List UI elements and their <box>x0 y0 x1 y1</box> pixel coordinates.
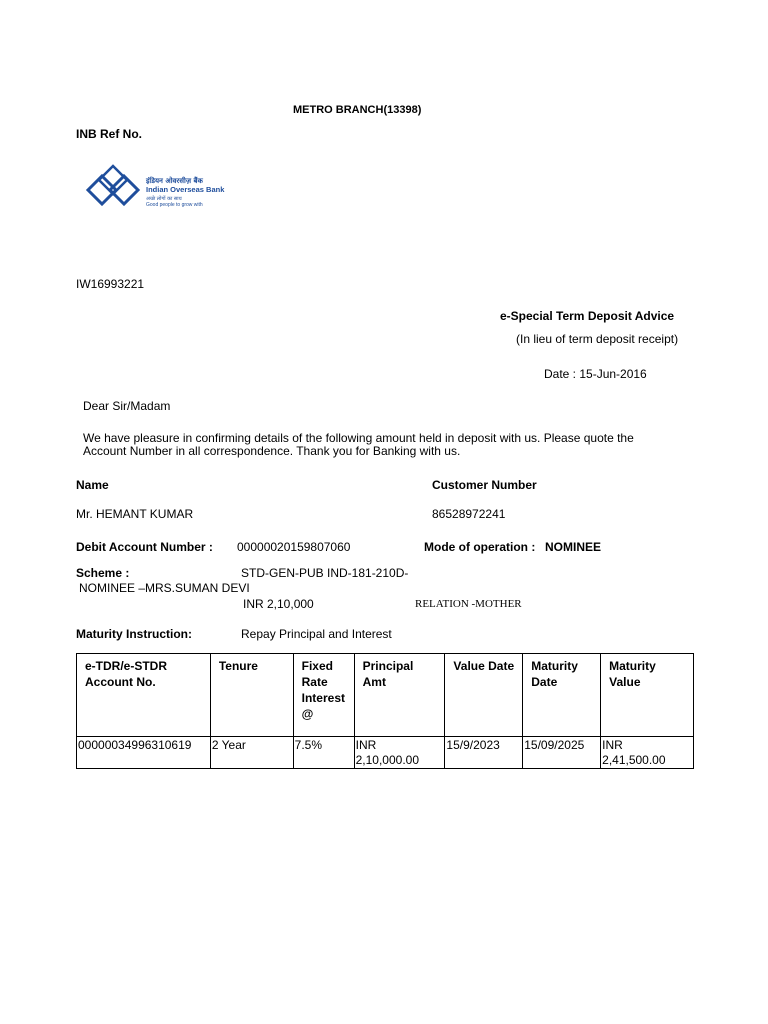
advice-title: e-Special Term Deposit Advice <box>500 309 675 323</box>
customer-name: Mr. HEMANT KUMAR <box>76 507 194 521</box>
logo-bank-name: Indian Overseas Bank <box>146 185 225 194</box>
logo-hindi-name: इंडियन ओवरसीज़ बैंक <box>146 177 203 185</box>
customer-number-label: Customer Number <box>432 478 537 492</box>
nominee-name: NOMINEE –MRS.SUMAN DEVI <box>79 581 250 595</box>
cell-interest-rate: 7.5% <box>293 737 354 769</box>
cell-maturity-date: 15/09/2025 <box>523 737 601 769</box>
logo-tagline: Good people to grow with <box>146 202 203 208</box>
iob-emblem-icon <box>80 152 250 230</box>
cell-tenure: 2 Year <box>210 737 293 769</box>
mode-of-operation-label: Mode of operation : <box>424 540 536 554</box>
cell-principal: INR 2,10,000.00 <box>354 737 445 769</box>
body-text-line2: Account Number in all correspondence. Thank you for Banking with us. <box>83 444 461 458</box>
header-account-no: e-TDR/e-STDR Account No. <box>77 654 211 737</box>
header-principal: Principal Amt <box>354 654 445 737</box>
header-tenure: Tenure <box>210 654 293 737</box>
table-row <box>77 737 694 769</box>
name-label: Name <box>76 478 109 492</box>
table-header-row <box>77 654 694 737</box>
nominee-relation: RELATION -MOTHER <box>415 598 522 610</box>
deposit-details-table <box>76 653 694 769</box>
advice-subtitle: (In lieu of term deposit receipt) <box>516 332 679 346</box>
branch-name: METRO BRANCH(13398) <box>293 104 422 116</box>
maturity-instruction-label: Maturity Instruction: <box>76 627 192 641</box>
cell-maturity-value: INR 2,41,500.00 <box>601 737 694 769</box>
salutation: Dear Sir/Madam <box>83 399 171 413</box>
header-interest-rate: Fixed Rate Interest @ <box>293 654 354 737</box>
header-maturity-date: Maturity Date <box>523 654 601 737</box>
bank-logo <box>80 152 250 230</box>
advice-date: Date : 15-Jun-2016 <box>544 367 647 381</box>
reference-number: IW16993221 <box>76 277 145 291</box>
header-maturity-value: Maturity Value <box>601 654 694 737</box>
inb-ref-label: INB Ref No. <box>76 127 142 141</box>
customer-number: 86528972241 <box>432 507 506 521</box>
cell-account-no: 00000034996310619 <box>77 737 211 769</box>
scheme-label: Scheme : <box>76 566 130 580</box>
header-value-date: Value Date <box>445 654 523 737</box>
deposit-amount: INR 2,10,000 <box>243 597 314 611</box>
logo-tagline-hindi: अच्छे लोगों का साथ <box>146 196 182 202</box>
cell-value-date: 15/9/2023 <box>445 737 523 769</box>
body-text-line1: We have pleasure in confirming details of the following amount held in deposit with us. Please quote the <box>83 431 634 445</box>
debit-account-label: Debit Account Number : <box>76 540 213 554</box>
scheme-value: STD-GEN-PUB IND-181-210D- <box>241 566 409 580</box>
debit-account-number: 00000020159807060 <box>237 540 351 554</box>
maturity-instruction-value: Repay Principal and Interest <box>241 627 392 641</box>
mode-of-operation-value: NOMINEE <box>545 540 602 554</box>
